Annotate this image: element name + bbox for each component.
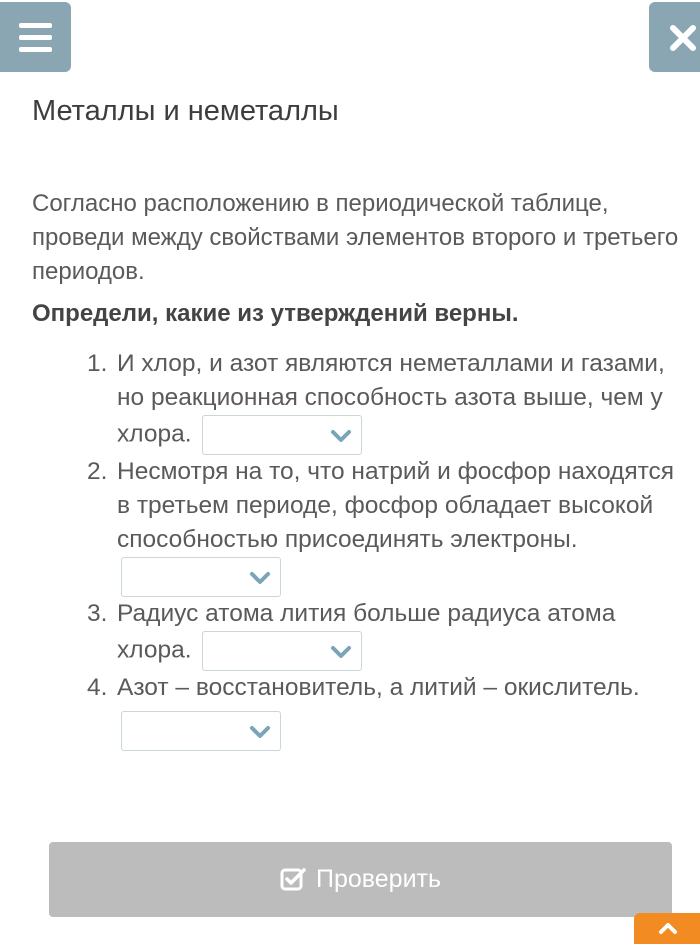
menu-button[interactable]	[0, 2, 71, 72]
statement-text: Несмотря на то, что натрий и фосфор находятся в третьем периоде, фосфор обладает высокой способностью присоединять электроны.	[117, 458, 675, 553]
statement-text: Азот – восстановитель, а литий – окислитель.	[117, 674, 640, 701]
check-button-label: Проверить	[315, 865, 442, 893]
answer-select-4[interactable]	[121, 711, 281, 751]
close-icon	[669, 24, 697, 52]
intro-text: Согласно расположению в периодической таблице, проведи между свойствами элементов второго и третьего периодов.	[32, 190, 679, 285]
question-text: Определи, какие из утверждений верны.	[32, 300, 519, 327]
chevron-down-icon	[249, 571, 271, 585]
answer-select-2[interactable]	[121, 557, 281, 597]
hamburger-icon-bar	[19, 47, 52, 52]
chevron-down-icon	[330, 645, 352, 659]
close-button[interactable]	[649, 2, 700, 72]
check-button[interactable]	[49, 842, 672, 917]
chevron-down-icon	[330, 429, 352, 443]
scroll-top-button[interactable]	[634, 913, 700, 944]
statement-text: Радиус атома лития больше радиуса атома хлора.	[117, 600, 616, 664]
hamburger-icon-bar	[19, 35, 52, 40]
statement-text: И хлор, и азот являются неметаллами и газами, но реакционная способность азота выше, чем у хлора.	[117, 350, 665, 448]
statement-number: 4.	[87, 674, 108, 701]
answer-select-1[interactable]	[202, 415, 362, 455]
page-title: Металлы и неметаллы	[32, 95, 339, 127]
statement-item	[87, 347, 687, 455]
chevron-down-icon	[249, 725, 271, 739]
checkbox-icon	[280, 867, 306, 893]
statement-item	[87, 597, 687, 671]
statement-item	[87, 671, 687, 751]
statement-number: 1.	[87, 350, 108, 377]
statement-list	[87, 347, 687, 751]
statement-number: 3.	[87, 600, 108, 627]
chevron-up-icon	[658, 921, 678, 935]
statement-item	[87, 455, 687, 597]
answer-select-3[interactable]	[202, 631, 362, 671]
hamburger-icon	[19, 23, 52, 28]
statement-number: 2.	[87, 458, 108, 485]
